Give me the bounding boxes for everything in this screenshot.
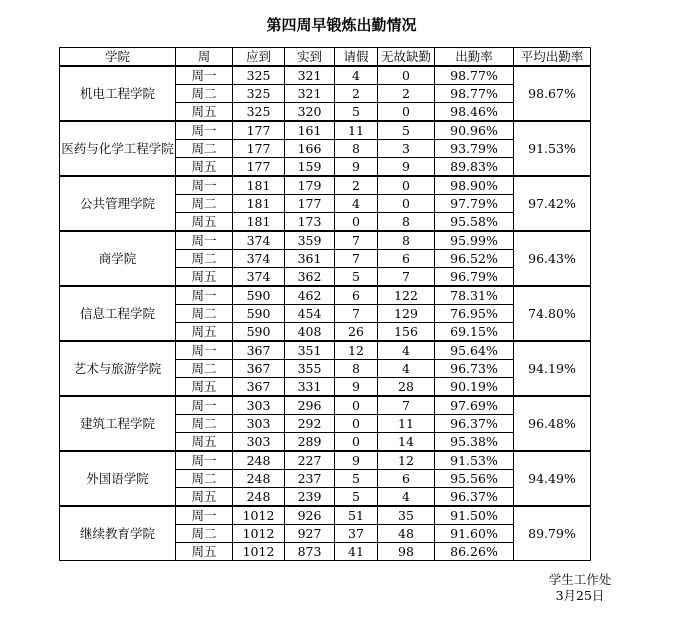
cell-leave: 41 <box>335 543 378 561</box>
cell-present: 173 <box>285 213 335 232</box>
cell-week: 周二 <box>176 415 233 433</box>
cell-expected: 303 <box>233 433 285 452</box>
cell-rate: 98.46% <box>435 103 514 122</box>
cell-rate: 90.19% <box>435 378 514 397</box>
cell-absent: 156 <box>378 323 435 342</box>
cell-leave: 9 <box>335 158 378 177</box>
cell-leave: 9 <box>335 378 378 397</box>
cell-leave: 37 <box>335 525 378 543</box>
cell-expected: 177 <box>233 158 285 177</box>
cell-rate: 97.79% <box>435 195 514 213</box>
table-body <box>60 66 591 561</box>
cell-present: 321 <box>285 66 335 85</box>
cell-rate: 96.73% <box>435 360 514 378</box>
cell-rate: 95.64% <box>435 341 514 360</box>
cell-leave: 2 <box>335 176 378 195</box>
cell-leave: 7 <box>335 231 378 250</box>
cell-absent: 4 <box>378 360 435 378</box>
cell-week: 周五 <box>176 433 233 452</box>
college-avg-rate: 74.80% <box>514 286 591 341</box>
cell-leave: 2 <box>335 85 378 103</box>
cell-rate: 98.77% <box>435 85 514 103</box>
cell-absent: 0 <box>378 195 435 213</box>
cell-rate: 91.53% <box>435 451 514 470</box>
cell-expected: 325 <box>233 85 285 103</box>
cell-present: 926 <box>285 506 335 525</box>
cell-week: 周五 <box>176 158 233 177</box>
college-name: 信息工程学院 <box>60 286 176 341</box>
cell-leave: 5 <box>335 470 378 488</box>
cell-present: 237 <box>285 470 335 488</box>
cell-rate: 90.96% <box>435 121 514 140</box>
cell-rate: 91.60% <box>435 525 514 543</box>
cell-rate: 96.52% <box>435 250 514 268</box>
cell-week: 周五 <box>176 488 233 507</box>
cell-present: 296 <box>285 396 335 415</box>
cell-rate: 91.50% <box>435 506 514 525</box>
cell-present: 927 <box>285 525 335 543</box>
table-row <box>60 341 591 360</box>
cell-absent: 0 <box>378 66 435 85</box>
cell-present: 320 <box>285 103 335 122</box>
cell-leave: 8 <box>335 140 378 158</box>
cell-present: 362 <box>285 268 335 287</box>
cell-leave: 5 <box>335 103 378 122</box>
cell-rate: 98.90% <box>435 176 514 195</box>
cell-expected: 1012 <box>233 525 285 543</box>
cell-rate: 95.58% <box>435 213 514 232</box>
cell-absent: 12 <box>378 451 435 470</box>
cell-absent: 3 <box>378 140 435 158</box>
table-row <box>60 451 591 470</box>
cell-present: 289 <box>285 433 335 452</box>
table-row <box>60 121 591 140</box>
cell-week: 周一 <box>176 231 233 250</box>
cell-leave: 5 <box>335 268 378 287</box>
cell-absent: 14 <box>378 433 435 452</box>
footer <box>530 572 630 604</box>
cell-expected: 181 <box>233 195 285 213</box>
cell-absent: 9 <box>378 158 435 177</box>
cell-absent: 5 <box>378 121 435 140</box>
cell-leave: 0 <box>335 213 378 232</box>
college-name: 公共管理学院 <box>60 176 176 231</box>
cell-expected: 181 <box>233 176 285 195</box>
cell-week: 周一 <box>176 286 233 305</box>
table-row <box>60 66 591 85</box>
cell-absent: 28 <box>378 378 435 397</box>
cell-leave: 26 <box>335 323 378 342</box>
cell-week: 周五 <box>176 323 233 342</box>
header-leave: 请假 <box>335 48 378 67</box>
cell-rate: 76.95% <box>435 305 514 323</box>
cell-expected: 1012 <box>233 543 285 561</box>
cell-present: 462 <box>285 286 335 305</box>
cell-leave: 4 <box>335 195 378 213</box>
college-avg-rate: 96.43% <box>514 231 591 286</box>
cell-expected: 590 <box>233 305 285 323</box>
cell-week: 周五 <box>176 378 233 397</box>
cell-rate: 95.38% <box>435 433 514 452</box>
cell-leave: 4 <box>335 66 378 85</box>
header-expected: 应到 <box>233 48 285 67</box>
college-avg-rate: 96.48% <box>514 396 591 451</box>
cell-week: 周一 <box>176 176 233 195</box>
cell-absent: 0 <box>378 176 435 195</box>
college-name: 商学院 <box>60 231 176 286</box>
cell-leave: 51 <box>335 506 378 525</box>
cell-expected: 374 <box>233 231 285 250</box>
header-rate: 出勤率 <box>435 48 514 67</box>
cell-expected: 590 <box>233 323 285 342</box>
cell-week: 周五 <box>176 103 233 122</box>
cell-present: 159 <box>285 158 335 177</box>
footer-office: 学生工作处 <box>548 572 612 587</box>
cell-present: 408 <box>285 323 335 342</box>
cell-present: 355 <box>285 360 335 378</box>
cell-absent: 129 <box>378 305 435 323</box>
cell-absent: 48 <box>378 525 435 543</box>
cell-expected: 590 <box>233 286 285 305</box>
cell-leave: 9 <box>335 451 378 470</box>
cell-week: 周一 <box>176 66 233 85</box>
cell-week: 周二 <box>176 525 233 543</box>
cell-absent: 6 <box>378 470 435 488</box>
college-avg-rate: 94.19% <box>514 341 591 396</box>
cell-rate: 95.56% <box>435 470 514 488</box>
header-college: 学院 <box>60 48 176 67</box>
cell-week: 周五 <box>176 268 233 287</box>
cell-week: 周一 <box>176 341 233 360</box>
cell-expected: 374 <box>233 268 285 287</box>
cell-expected: 374 <box>233 250 285 268</box>
cell-leave: 11 <box>335 121 378 140</box>
cell-week: 周一 <box>176 451 233 470</box>
cell-absent: 0 <box>378 103 435 122</box>
table-row <box>60 396 591 415</box>
cell-expected: 325 <box>233 103 285 122</box>
college-name: 艺术与旅游学院 <box>60 341 176 396</box>
cell-present: 361 <box>285 250 335 268</box>
cell-absent: 6 <box>378 250 435 268</box>
cell-expected: 248 <box>233 470 285 488</box>
cell-rate: 93.79% <box>435 140 514 158</box>
cell-expected: 325 <box>233 66 285 85</box>
cell-leave: 7 <box>335 305 378 323</box>
cell-present: 873 <box>285 543 335 561</box>
page-title: 第四周早锻炼出勤情况 <box>266 16 417 34</box>
cell-week: 周二 <box>176 360 233 378</box>
college-name: 医药与化学工程学院 <box>60 121 176 176</box>
table-row <box>60 176 591 195</box>
cell-week: 周五 <box>176 213 233 232</box>
cell-rate: 96.79% <box>435 268 514 287</box>
college-avg-rate: 89.79% <box>514 506 591 561</box>
cell-expected: 367 <box>233 378 285 397</box>
cell-absent: 35 <box>378 506 435 525</box>
cell-present: 166 <box>285 140 335 158</box>
cell-absent: 4 <box>378 341 435 360</box>
cell-rate: 78.31% <box>435 286 514 305</box>
header-avg-rate: 平均出勤率 <box>514 48 591 67</box>
college-avg-rate: 98.67% <box>514 66 591 121</box>
cell-week: 周二 <box>176 305 233 323</box>
cell-week: 周二 <box>176 85 233 103</box>
cell-leave: 12 <box>335 341 378 360</box>
cell-present: 331 <box>285 378 335 397</box>
cell-week: 周二 <box>176 250 233 268</box>
cell-absent: 7 <box>378 268 435 287</box>
header-row <box>60 48 591 67</box>
cell-present: 359 <box>285 231 335 250</box>
cell-week: 周二 <box>176 470 233 488</box>
cell-expected: 1012 <box>233 506 285 525</box>
cell-absent: 7 <box>378 396 435 415</box>
cell-week: 周二 <box>176 195 233 213</box>
cell-rate: 96.37% <box>435 488 514 507</box>
cell-week: 周一 <box>176 121 233 140</box>
cell-present: 351 <box>285 341 335 360</box>
cell-rate: 95.99% <box>435 231 514 250</box>
college-name: 继续教育学院 <box>60 506 176 561</box>
footer-date: 3月25日 <box>555 588 605 603</box>
header-present: 实到 <box>285 48 335 67</box>
cell-leave: 0 <box>335 396 378 415</box>
cell-expected: 248 <box>233 451 285 470</box>
cell-leave: 6 <box>335 286 378 305</box>
cell-week: 周二 <box>176 140 233 158</box>
cell-present: 179 <box>285 176 335 195</box>
cell-absent: 8 <box>378 213 435 232</box>
cell-expected: 248 <box>233 488 285 507</box>
cell-rate: 86.26% <box>435 543 514 561</box>
cell-leave: 8 <box>335 360 378 378</box>
cell-absent: 11 <box>378 415 435 433</box>
cell-expected: 303 <box>233 396 285 415</box>
cell-absent: 98 <box>378 543 435 561</box>
cell-expected: 367 <box>233 341 285 360</box>
cell-leave: 7 <box>335 250 378 268</box>
cell-rate: 69.15% <box>435 323 514 342</box>
cell-present: 239 <box>285 488 335 507</box>
cell-week: 周五 <box>176 543 233 561</box>
cell-rate: 97.69% <box>435 396 514 415</box>
cell-absent: 122 <box>378 286 435 305</box>
cell-leave: 0 <box>335 433 378 452</box>
college-name: 机电工程学院 <box>60 66 176 121</box>
table-row <box>60 231 591 250</box>
cell-present: 292 <box>285 415 335 433</box>
header-week: 周 <box>176 48 233 67</box>
cell-week: 周一 <box>176 396 233 415</box>
cell-present: 161 <box>285 121 335 140</box>
cell-present: 454 <box>285 305 335 323</box>
college-avg-rate: 97.42% <box>514 176 591 231</box>
cell-expected: 177 <box>233 121 285 140</box>
table-row <box>60 286 591 305</box>
attendance-table <box>59 47 591 561</box>
cell-expected: 303 <box>233 415 285 433</box>
cell-rate: 96.37% <box>435 415 514 433</box>
college-name: 建筑工程学院 <box>60 396 176 451</box>
college-avg-rate: 91.53% <box>514 121 591 176</box>
college-avg-rate: 94.49% <box>514 451 591 506</box>
cell-expected: 177 <box>233 140 285 158</box>
cell-leave: 0 <box>335 415 378 433</box>
table-row <box>60 506 591 525</box>
cell-present: 321 <box>285 85 335 103</box>
college-name: 外国语学院 <box>60 451 176 506</box>
cell-expected: 181 <box>233 213 285 232</box>
cell-present: 227 <box>285 451 335 470</box>
cell-expected: 367 <box>233 360 285 378</box>
cell-absent: 4 <box>378 488 435 507</box>
header-absent: 无故缺勤 <box>378 48 435 67</box>
cell-rate: 89.83% <box>435 158 514 177</box>
cell-absent: 8 <box>378 231 435 250</box>
cell-leave: 5 <box>335 488 378 507</box>
cell-present: 177 <box>285 195 335 213</box>
cell-rate: 98.77% <box>435 66 514 85</box>
cell-absent: 2 <box>378 85 435 103</box>
cell-week: 周一 <box>176 506 233 525</box>
